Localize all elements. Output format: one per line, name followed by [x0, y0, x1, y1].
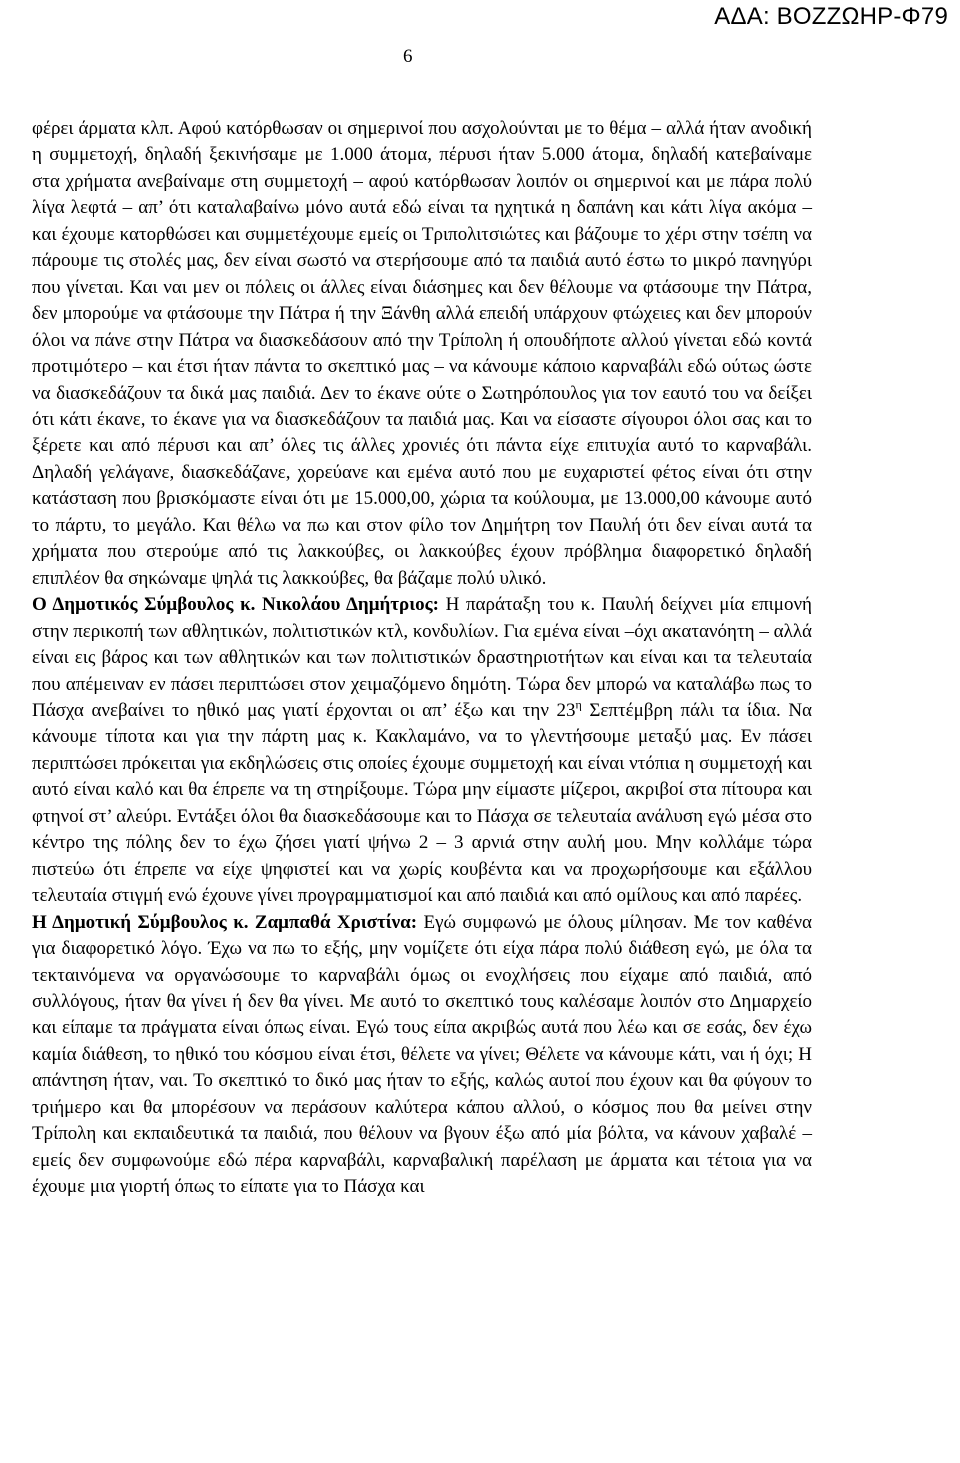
- speaker-nikolaou: Ο Δημοτικός Σύμβουλος κ. Νικολάου Δημήτριος:: [32, 594, 439, 616]
- speech-nikolaou-part2: Σεπτέμβρη πάλι τα ίδια. Να κάνουμε τίποτα και για την πάρτη μας κ. Κακλαμάνο, να το γλεντήσουμε μεταξύ μας. Εν πάσει περιπτώσει πρόκειται για εκδηλώσεις στις οποίες έχουμε συμμετοχή και είναι ντόπια η συμμετοχή και αυτό είναι καλό και θα έπρεπε να τη στηρίξουμε. Τώρα μην είμαστε μίζεροι, ακριβοί στα πίτουρα και φτηνοί στ’ αλεύρι. Εντάξει όλοι θα διασκεδάσουμε και το Πάσχα σε τελευταία ανάλυση εγώ μέσα στο κέντρο της πόλης δεν το έχω ζήσει γιατί ψήνω 2 – 3 αρνιά στην αυλή μου. Μην κολλάμε τώρα πιστεύω ότι έπρεπε να είχε ψηφιστεί και να χωρίς κουβέντα και να προχωρήσουμε και εξάλλου τελευταία στιγμή ενώ έχουνε γίνει προγραμματισμοί και από παιδιά και από ομίλους και από παρέες.: [32, 699, 812, 907]
- speech-zampatha: Εγώ συμφωνώ με όλους μίλησαν. Με τον καθένα για διαφορετικό λόγο. Έχω να πω το εξής, μην νομίζετε ότι είχα πάρα πολύ διάθεση εγώ, με όλα τα τεκταινόμενα να οργανώσουμε το καρναβάλι όμως οι ενοχλήσεις που είχαμε από παιδιά, από συλλόγους, ήταν θα γίνει ή δεν θα γίνει. Με αυτό το σκεπτικό τους καλέσαμε λοιπόν στο Δημαρχείο και είπαμε τα πράγματα είναι όπως είναι. Εγώ τους είπα ακριβώς αυτά που λέω και σε εσάς, δεν έχω καμία διάθεση, το ηθικό του κόσμου είναι έτσι, θέλετε να γίνει; Θέλετε να κάνουμε κάτι, ναι ή όχι; Η απάντηση ήταν, ναι. Το σκεπτικό το δικό μας ήταν το εξής, καλώς αυτοί που έχουν και θα φύγουν το τριήμερο και θα μπορέσουν να περάσουν καλύτερα κάπου αλλού, ο κόσμος που θα μείνει στην Τρίπολη και εκπαιδευτικά τα παιδιά, που θέλουν να βγουν έξω από μία βόλτα, να κάνουν χαβαλέ – εμείς δεν συμφωνούμε εδώ πέρα καρναβάλι, καρναβαλική παρέλαση με άρματα και τέτοια για να έχουμε μια γιορτή όπως το είπατε για το Πάσχα και: [32, 911, 813, 1198]
- speech-nikolaou-part1: Η παράταξη του κ. Παυλή δείχνει μία επιμονή στην περικοπή των αθλητικών, πολιτιστικών κτλ, κονδυλίων. Για εμένα είναι –όχι ακατανόητη – αλλά είναι εις βάρος και των αθλητικών και των πολιτιστικών δραστηριοτήτων και είναι και τα τελευταία που απέμειναν εν πάσει περιπτώσει στον χειμαζόμενο δημότη. Τώρα δεν μπορώ να καταλάβω πως το Πάσχα ανεβαίνει το ηθικό μας γιατί έρχονται οι απ’ έξω και την 23: [32, 594, 812, 721]
- speaker-zampatha: Η Δημοτική Σύμβουλος κ. Ζαμπαθά Χριστίνα:: [32, 911, 418, 933]
- paragraph-continuation: φέρει άρματα κλπ. Αφού κατόρθωσαν οι σημερινοί που ασχολούνται με το θέμα – αλλά ήταν ανοδική η συμμετοχή, δηλαδή ξεκινήσαμε με 1.000 άτομα, πέρυσι ήταν 5.000 άτομα, δηλαδή κατεβαίναμε στα χρήματα ανεβαίναμε στη συμμετοχή – αφού κατόρθωσαν λοιπόν οι σημερινοί και με πάρα πολύ λίγα λεφτά – απ’ ότι καταλαβαίνω μόνο αυτά εδώ είναι τα ηχητικά η δαπάνη και κάτι λίγα ακόμα – και έχουμε κατορθώσει και συμμετέχουμε εμείς οι Τριπολιτσιώτες και βάζουμε το χέρι στην τσέπη να πάρουμε τις στολές μας, δεν είναι σωστό να στερήσουμε από τα παιδιά αυτό έστω το μικρό πανηγύρι που γίνεται. Και ναι μεν οι πόλεις οι άλλες είναι διάσημες και δεν θέλουμε να φτάσουμε την Πάτρα, δεν μπορούμε να φτάσουμε την Πάτρα ή την Ξάνθη αλλά επειδή υπάρχουν φτώχειες και δεν μπορούν όλοι να πάνε στην Πάτρα να διασκεδάσουν από την Τρίπολη ή οπουδήποτε αλλού γίνεται εδώ κοντά προτιμότερο – και έτσι ήταν πάντα το σκεπτικό μας – να κάνουμε κάποιο καρναβάλι εδώ ούτως ώστε να διασκεδάζουν τα δικά μας παιδιά. Δεν το έκανε ούτε ο Σωτηρόπουλος για τον εαυτό του να δείξει ότι κάτι έκανε, το έκανε για να διασκεδάζουν τα παιδιά μας. Και να είσαστε σίγουροι όλοι σας και το ξέρετε και από πέρυσι και απ’ όλες τις άλλες χρονιές ότι πάντα είχε επιτυχία αυτό το καρναβάλι. Δηλαδή γελάγανε, διασκεδάζανε, χορεύανε και εμένα αυτό που με ευχαριστεί φέτος είναι ότι στην κατάσταση που βρισκόμαστε είναι ότι με 15.000,00, χώρια τα κούλουμα, με 13.000,00 κάνουμε αυτό το πάρτυ, το μεγάλο. Και θέλω να πω και στον φίλο τον Δημήτρη τον Παυλή ότι δεν είναι αυτά τα χρήματα που στερούμε από τις λακκούβες, οι λακκούβες έχουν πρόβλημα διαφορετικό δηλαδή επιπλέον θα σηκώναμε ψηλά τις λακκούβες, θα βάζαμε πολύ υλικό.: [32, 118, 812, 589]
- document-body: [32, 116, 812, 1201]
- ada-code: ΑΔΑ: ΒΟΖΖΩΗΡ-Φ79: [714, 3, 948, 30]
- page-number: 6: [403, 46, 413, 67]
- ordinal-superscript: η: [575, 697, 582, 712]
- paragraph-nikolaou: [32, 592, 812, 909]
- paragraph-zampatha: [32, 910, 812, 1201]
